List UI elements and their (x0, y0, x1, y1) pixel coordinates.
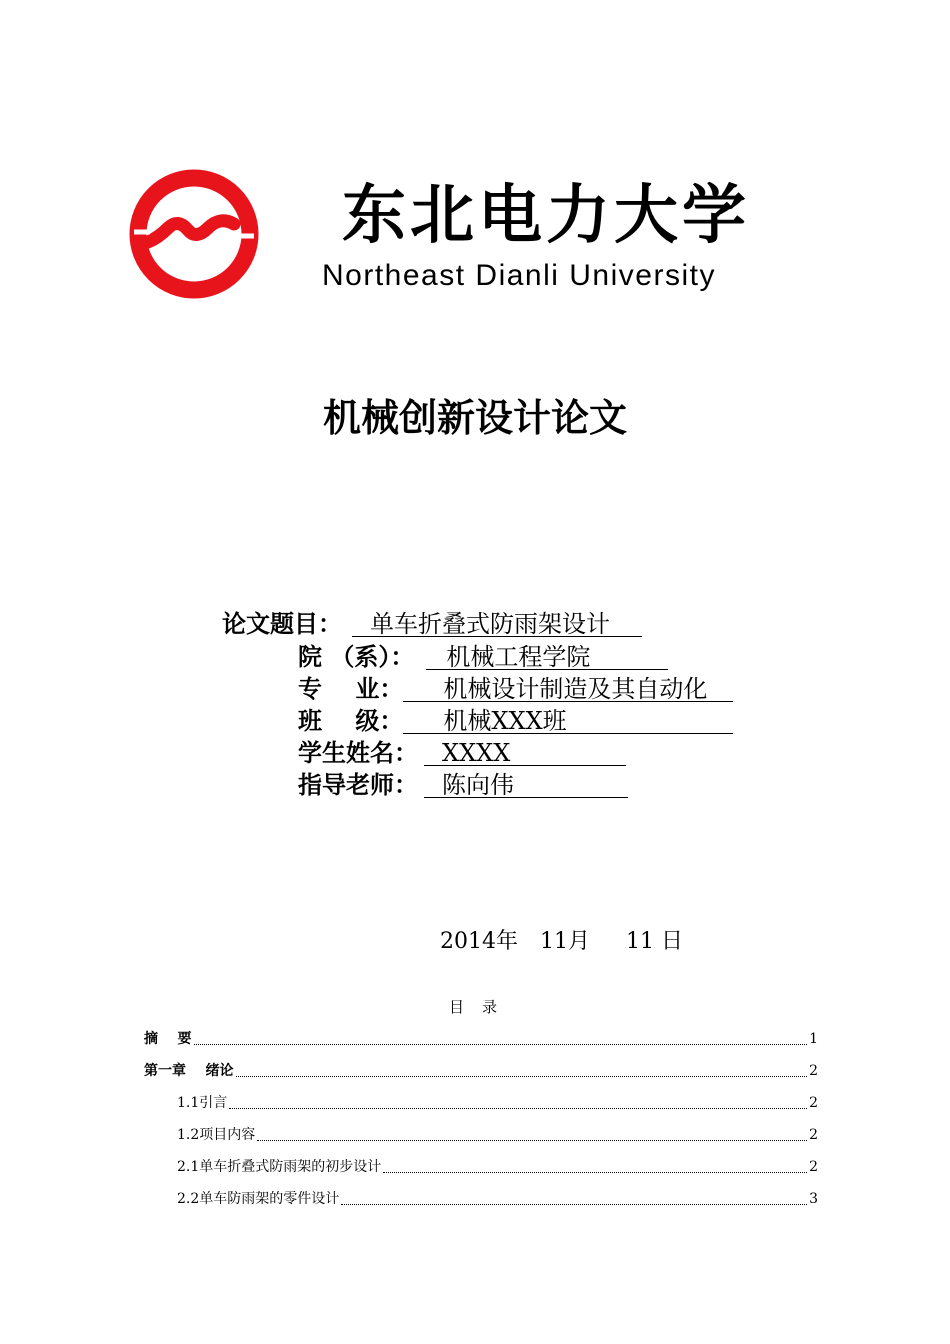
toc-item-label: 摘 要 (144, 1031, 192, 1047)
info-label: 学生姓名： (298, 738, 418, 767)
university-logo (128, 168, 778, 303)
info-value: 机械工程学院 (426, 641, 668, 670)
info-label: 论文题目： (222, 609, 342, 638)
date-year: 2014年 (440, 929, 518, 954)
info-row-department (298, 641, 668, 673)
toc-item-label: 2.1单车折叠式防雨架的初步设计 (177, 1159, 382, 1175)
info-value: XXXX (424, 737, 626, 766)
toc-item-page: 2 (809, 1159, 818, 1175)
toc-item[interactable] (144, 1028, 818, 1050)
toc-item-page: 2 (809, 1127, 818, 1143)
info-value: 机械XXX班 (403, 705, 733, 734)
info-row-advisor (298, 769, 628, 801)
toc-item-label: 第一章 绪论 (144, 1063, 234, 1079)
info-label: 班 级： (298, 706, 404, 735)
toc-item[interactable] (177, 1092, 818, 1114)
document-title: 机械创新设计论文 (322, 395, 627, 440)
toc-leader-dots (341, 1204, 807, 1205)
toc-leader-dots (236, 1076, 808, 1077)
date-month: 11月 (540, 929, 590, 954)
toc-item-page: 1 (809, 1031, 818, 1047)
toc-item[interactable] (177, 1188, 818, 1210)
toc-item-page: 3 (809, 1191, 818, 1207)
toc-leader-dots (257, 1140, 807, 1141)
toc-item-label: 2.2单车防雨架的零件设计 (177, 1191, 340, 1207)
info-label: 院 （系）： (298, 642, 415, 671)
university-name-en: Northeast Dianli University (322, 259, 716, 292)
info-label: 指导老师： (298, 770, 418, 799)
document-date (440, 926, 683, 958)
info-label: 专 业： (298, 674, 404, 703)
info-row-class (298, 705, 733, 737)
info-row-thesis-title (222, 608, 642, 640)
toc-leader-dots (229, 1108, 807, 1109)
toc-item-label: 1.1引言 (177, 1095, 228, 1111)
toc-item-label: 1.2项目内容 (177, 1127, 256, 1143)
university-emblem-icon (128, 168, 260, 300)
toc-title: 目录 (448, 998, 515, 1016)
toc-item-page: 2 (809, 1063, 818, 1079)
toc-leader-dots (194, 1044, 808, 1045)
info-value: 单车折叠式防雨架设计 (352, 608, 642, 637)
university-name-cn: 东北电力大学 (342, 178, 750, 253)
info-row-major (298, 673, 733, 705)
toc-item-page: 2 (809, 1095, 818, 1111)
info-value: 机械设计制造及其自动化 (403, 673, 733, 702)
info-row-student-name (298, 737, 626, 769)
toc-leader-dots (383, 1172, 807, 1173)
toc-item[interactable] (144, 1060, 818, 1082)
date-day: 11 日 (626, 929, 683, 954)
toc-item[interactable] (177, 1124, 818, 1146)
info-value: 陈向伟 (424, 769, 628, 798)
toc-item[interactable] (177, 1156, 818, 1178)
